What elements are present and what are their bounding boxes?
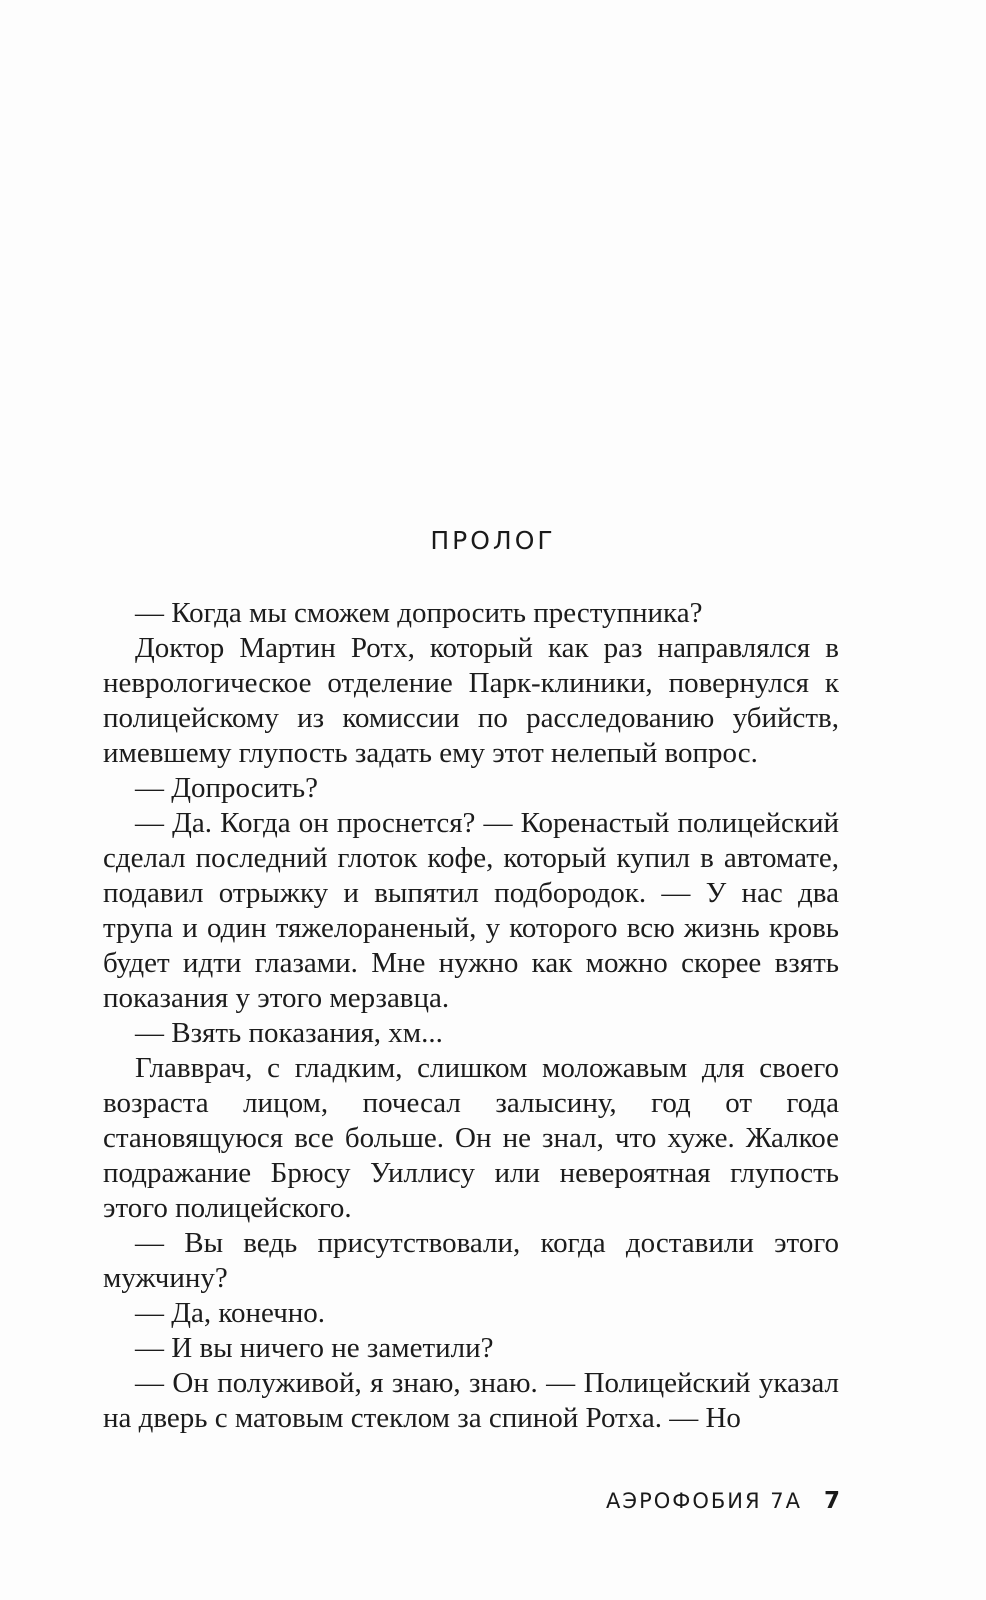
paragraph: — И вы ничего не заметили?: [135, 1332, 494, 1364]
page-footer: [560, 1488, 840, 1514]
paragraph: — Он полуживой, я знаю, знаю. — Полицейский указал на дверь с матовым стеклом за спиной Ротха. — Но: [103, 1367, 839, 1434]
paragraph: — Да, конечно.: [135, 1297, 326, 1329]
running-title: АЭРОФОБИЯ 7А: [606, 1489, 802, 1513]
paragraph: — Вы ведь присутствовали, когда доставили этого мужчину?: [103, 1227, 839, 1294]
paragraph: — Да. Когда он проснется? — Коренастый полицейский сделал последний глоток кофе, который купил в автомате, подавил отрыжку и выпятил подбородок. — У нас два трупа и один тяжелораненый, у которого всю жизнь кровь будет идти глазами. Мне нужно как можно скорее взять показания у этого мерзавца.: [103, 807, 839, 1014]
paragraph: Доктор Мартин Ротх, который как раз направлялся в неврологическое отделение Парк-клиники, повернулся к полицейскому из комиссии по расследованию убийств, имевшему глупость задать ему этот нелепый вопрос.: [103, 632, 839, 769]
paragraph: Главврач, с гладким, слишком моложавым для своего возраста лицом, почесал залысину, год от года становящуюся все больше. Он не знал, что хуже. Жалкое подражание Брюсу Уиллису или невероятная глупость этого полицейского.: [103, 1052, 839, 1224]
page-number: 7: [823, 1488, 840, 1514]
paragraph: — Взять показания, хм...: [135, 1017, 443, 1049]
paragraph: — Когда мы сможем допросить преступника?: [135, 597, 703, 629]
chapter-title: ПРОЛОГ: [430, 526, 556, 555]
body-text: [103, 596, 839, 1436]
paragraph: — Допросить?: [135, 772, 318, 804]
